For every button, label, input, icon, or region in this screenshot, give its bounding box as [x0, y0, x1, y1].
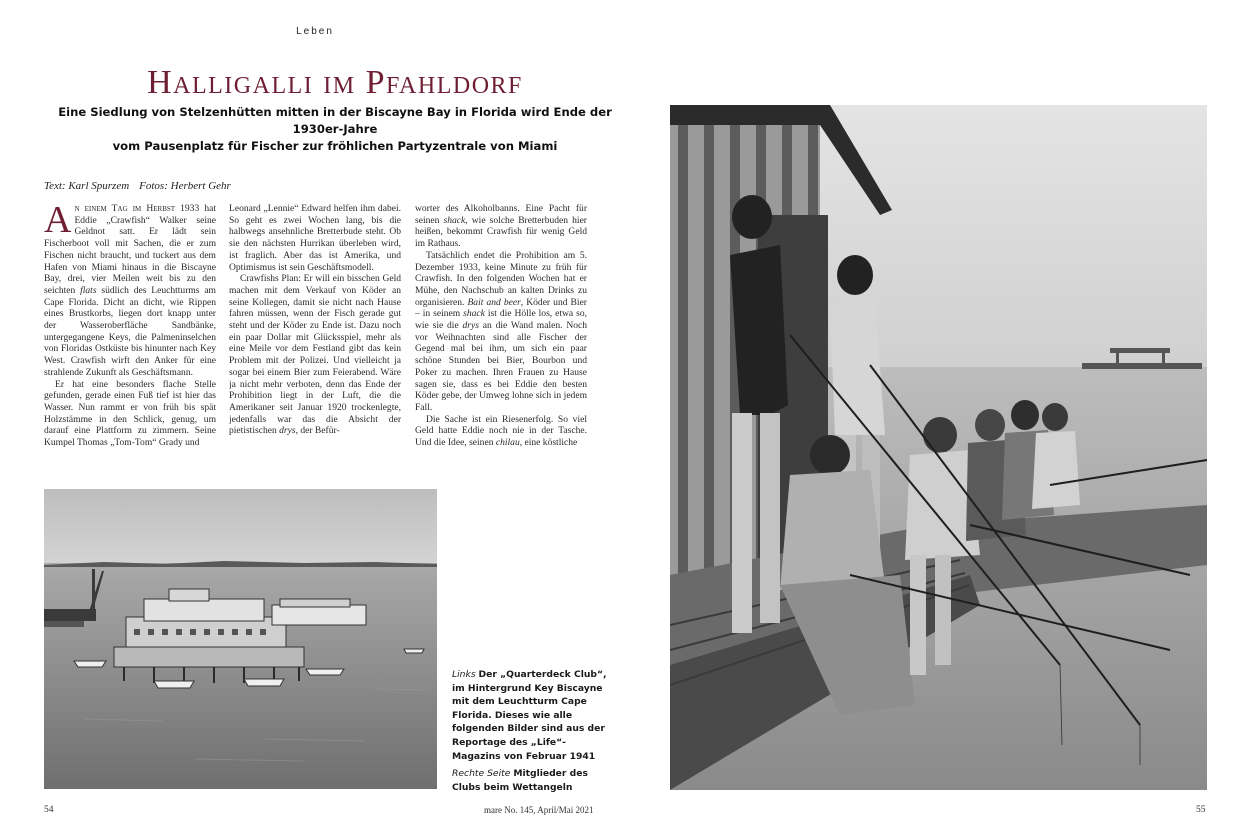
issue-line: mare No. 145, April/Mai 2021 [484, 805, 594, 815]
opening-words: n einem Tag im Herbst 1933 [74, 203, 200, 214]
section-label: Leben [296, 26, 334, 37]
article-paragraph: Die Sache ist ein Riesenerfolg. So viel Geld hatte Eddie noch nie in der Tasche. Und die Idee, seinen chilau, eine köstliche [415, 413, 587, 449]
article-column-2 [229, 203, 401, 469]
article-paragraph: An einem Tag im Herbst 1933 hat Eddie „Crawfish“ Walker seine Geldnot satt. Er lädt sein Fischerboot voll mit Sachen, die er zum Fischen nicht braucht, und tuckert aus dem Hafen von Miami hinaus in die Biscayne Bay, drei, vier Meilen weit bis zu den seichten flats südlich des Leuchtturms am Cape Florida. Dicht an dicht, wie Rippen eines Brustkorbs, liegen dort knapp unter der Wasseroberfläche Sandbänke, untergegangene Keys, die Palmeninselchen von Floridas Ostküste bis hinunter nach Key West. Crawfish wirft den Anker für eine strahlende Zukunft als Geschäftsmann. [44, 203, 216, 378]
article-paragraph: Crawfishs Plan: Er will ein bisschen Geld machen mit dem Verkauf von Köder an seine Kollegen, damit sie nicht nach Hause fahren müssen, wenn der Fisch gerade gut steht und der Köder zu Ende ist. Dazu noch ein paar Dollar mit Glücksspiel, mehr als eine Meile vor dem Festland gibt das kein Problem mit der Polizei. Und vielleicht ja sogar bei einem Bier zum Feierabend. Wäre ja nicht mehr verboten, denn das Ende der Prohibition liegt in der Luft, die die Amerikaner seit Januar 1920 trockenlegte, jedenfalls war das die Absicht der pietistischen drys, der Befür- [229, 273, 401, 437]
subheadline-line-2: vom Pausenplatz für Fischer zur fröhlichen Partyzentrale von Miami [112, 139, 558, 153]
fishing-competition-photo [670, 105, 1207, 790]
article-column-1 [44, 203, 216, 469]
article-subheadline [40, 104, 630, 155]
page-number-right: 55 [1196, 805, 1206, 815]
article-headline: Halligalli im Pfahldorf [147, 64, 523, 101]
quarterdeck-club-aerial-photo [44, 489, 437, 789]
article-paragraph: worter des Alkoholbanns. Eine Pacht für seinen shack, wie solche Bretterbuden hier heißen, bekommt Crawfish für wenig Geld im Rathaus. [415, 203, 587, 250]
author-credits [44, 180, 344, 192]
photo-caption-right [452, 767, 612, 794]
photo-credit: Fotos: Herbert Gehr [139, 180, 231, 192]
photo-caption-left [452, 668, 612, 763]
article-paragraph: Leonard „Lennie“ Edward helfen ihm dabei. So geht es zwei Wochen lang, bis die halbwegs ansehnliche Bretterbude steht. Ob sie den nächsten Hurrikan überleben wird, ist fraglich. Aber das ist Amerika, und Optimismus ist sein Geschäftsmodell. [229, 203, 401, 273]
caption-lead: Links [452, 669, 476, 680]
caption-body: Der „Quarterdeck Club“, im Hintergrund Key Biscayne mit dem Leuchtturm Cape Florida. Dieses wie alle folgenden Bilder sind aus der Reportage des „Life“-Magazins von Februar 1941 [452, 669, 607, 762]
caption-lead: Rechte Seite [452, 768, 511, 779]
page-number-left: 54 [44, 805, 54, 815]
drop-cap: A [44, 203, 72, 241]
caption-body: Mitglieder des Clubs beim Wettangeln [452, 768, 588, 793]
subheadline-line-1: Eine Siedlung von Stelzenhütten mitten in der Biscayne Bay in Florida wird Ende der 1930er-Jahre [58, 105, 612, 136]
article-paragraph: Tatsächlich endet die Prohibition am 5. Dezember 1933, keine Minute zu früh für Crawfish. In den folgenden Wochen hat er Mühe, den Nachschub an kalten Drinks zu organisieren. Bait and beer, Köder und Bier – in seinem shack ist die Hölle los, etwa so, wie sie die drys an die Wand malen. Noch vor Weihnachten sind alle Fischer der Gegend mal bei ihm, um sich ein paar schöne Stunden bei Bier, Bourbon und Poker zu machen. Ihren Frauen zu Hause sagen sie, dass es bei Eddie den besten Köder gebe, der Umweg lohne sich in jedem Fall. [415, 249, 587, 413]
article-paragraph: Er hat eine besonders flache Stelle gefunden, gerade einen Fuß tief ist hier das Wasser. Nun rammt er von früh bis spät Holzstämme in den Schlick, genug, um darauf eine Plattform zu zimmern. Seine Kumpel Thomas „Tom-Tom“ Grady und [44, 378, 216, 449]
text-credit: Text: Karl Spurzem [44, 180, 130, 192]
article-column-3 [415, 203, 587, 469]
